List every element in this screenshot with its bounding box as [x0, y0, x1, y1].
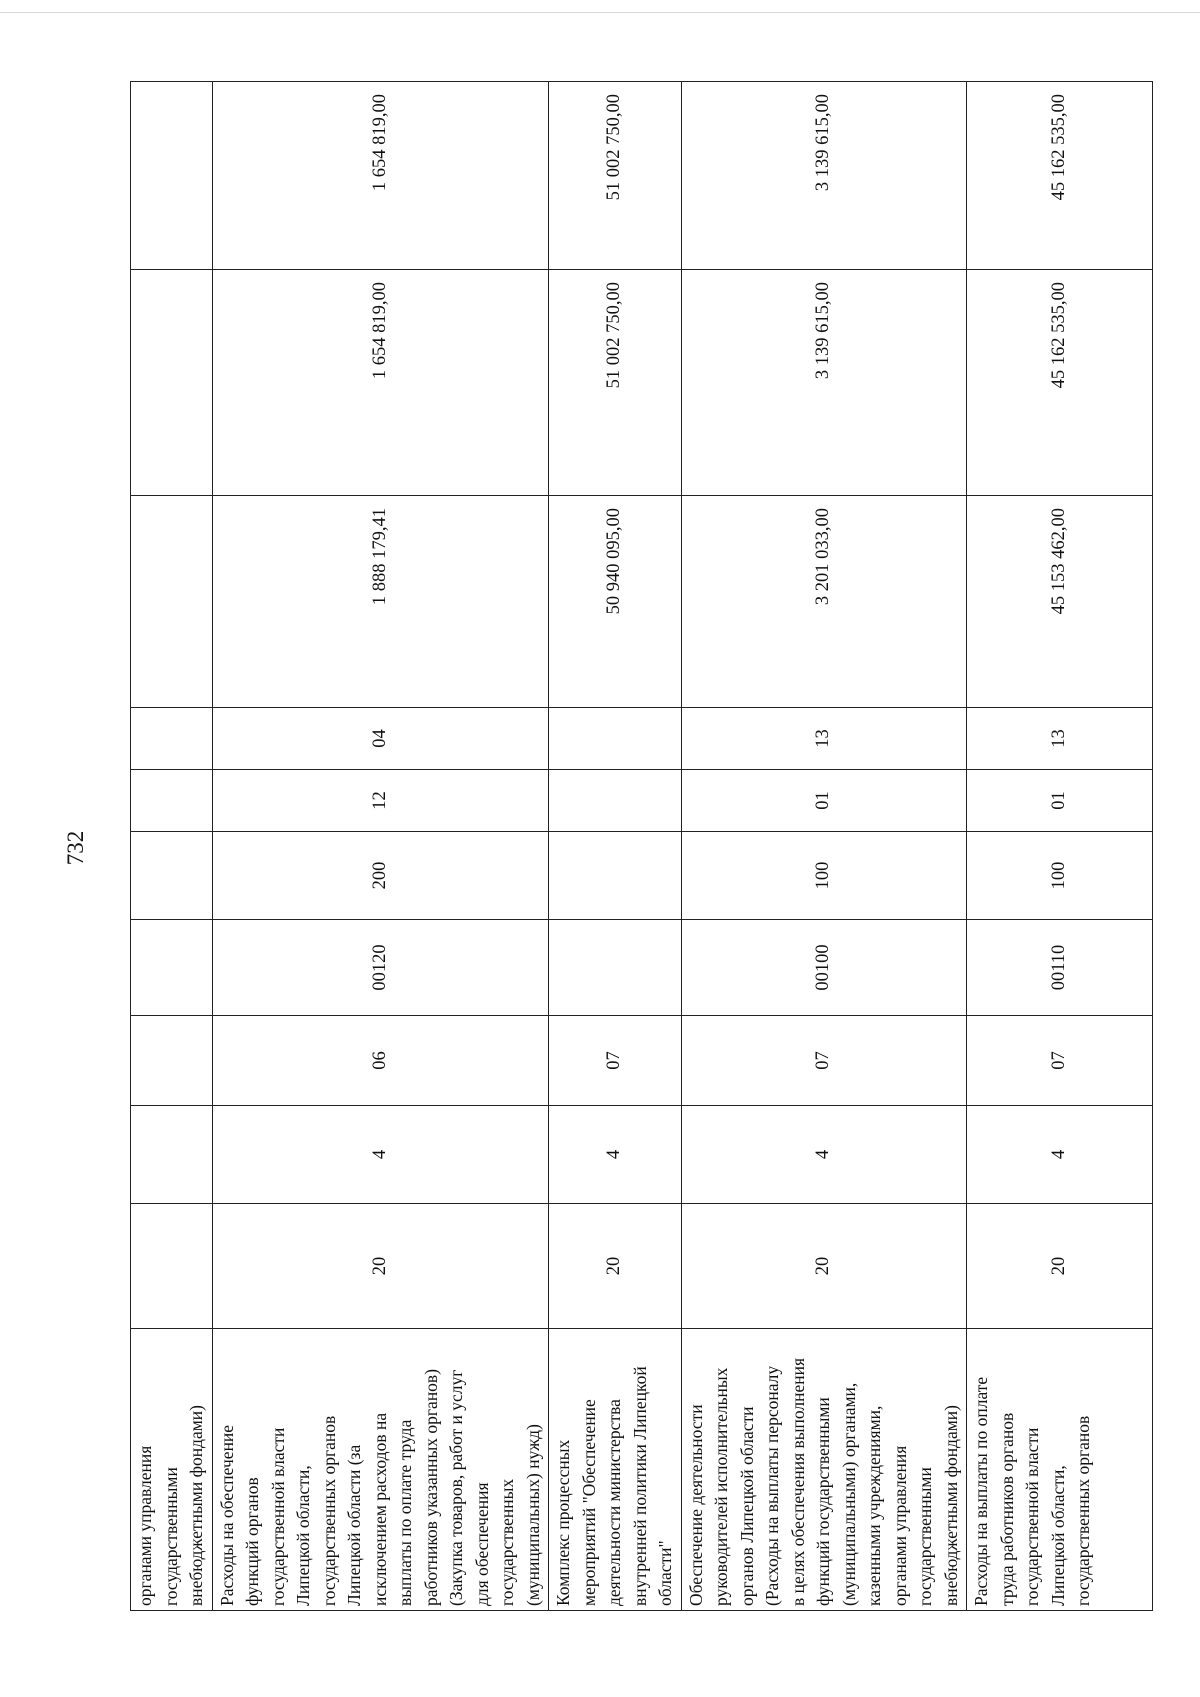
cell-amount-2: 51 002 750,00: [549, 270, 682, 496]
cell-amount-1: [131, 496, 213, 708]
cell-code-b: 4: [549, 1106, 682, 1204]
cell-code-d: 00120: [212, 920, 549, 1016]
cell-code-d: 00110: [967, 920, 1153, 1016]
description-line: органов Липецкой области: [736, 1406, 757, 1606]
cell-code-c: 06: [212, 1016, 549, 1106]
description-line: Расходы на выплаты по оплате: [971, 1376, 991, 1606]
cell-code-c: 07: [549, 1016, 682, 1106]
cell-code-f: [549, 770, 682, 832]
cell-code-a: 20: [681, 1204, 967, 1329]
description-line: государственных органов: [1073, 1415, 1093, 1606]
cell-code-g: 04: [212, 708, 549, 770]
description-line: выплаты по оплате труда: [395, 1419, 415, 1606]
cell-amount-3: [131, 82, 213, 270]
cell-amount-3: 1 654 819,00: [212, 82, 549, 270]
cell-amount-2: 3 139 615,00: [681, 270, 967, 496]
description-line: государственных: [497, 1478, 517, 1606]
cell-code-a: 20: [967, 1204, 1153, 1329]
cell-amount-1: 45 153 462,00: [967, 496, 1153, 708]
cell-code-d: 00100: [681, 920, 967, 1016]
description-line: для обеспечения: [471, 1482, 492, 1606]
description-line: внутренней политики Липецкой: [629, 1366, 650, 1606]
description-line: Липецкой области,: [293, 1465, 313, 1606]
cell-code-c: 07: [681, 1016, 967, 1106]
scan-edge-line: [0, 12, 1200, 13]
description-line: казенными учреждениями,: [864, 1405, 884, 1606]
cell-description: [549, 1329, 682, 1611]
budget-table: [130, 81, 1153, 1611]
description-line: внебюджетными фондами): [186, 1405, 206, 1606]
description-line: (Закупка товаров, работ и услуг: [446, 1369, 466, 1606]
cell-amount-1: 1 888 179,41: [212, 496, 549, 708]
cell-code-f: 12: [212, 770, 549, 832]
table-row: [549, 82, 682, 1611]
description-line: государственными: [915, 1467, 935, 1606]
cell-code-c: [131, 1016, 213, 1106]
cell-code-g: [549, 708, 682, 770]
description-line: органами управления: [889, 1445, 910, 1606]
cell-amount-3: 45 162 535,00: [967, 82, 1153, 270]
cell-code-e: 100: [681, 832, 967, 920]
description-line: функций органов: [242, 1477, 262, 1606]
cell-code-b: [131, 1106, 213, 1204]
description-line: работников указанных органов): [420, 1368, 441, 1606]
description-line: исключением расходов на: [369, 1412, 390, 1606]
cell-code-d: [131, 920, 213, 1016]
cell-amount-3: 51 002 750,00: [549, 82, 682, 270]
table-row: [967, 82, 1153, 1611]
cell-code-f: 01: [681, 770, 967, 832]
description-line: Расходы на обеспечение: [216, 1424, 237, 1606]
description-line: (муниципальных) нужд): [522, 1424, 543, 1606]
description-line: Липецкой области,: [1047, 1465, 1068, 1606]
description-line: (муниципальными) органами,: [838, 1382, 859, 1606]
cell-code-f: 01: [967, 770, 1153, 832]
cell-code-g: 13: [967, 708, 1153, 770]
rotated-table-container: [130, 82, 1093, 1611]
description-line: в целях обеспечения выполнения: [787, 1357, 808, 1606]
cell-code-a: [131, 1204, 213, 1329]
cell-amount-3: 3 139 615,00: [681, 82, 967, 270]
description-line: мероприятий "Обеспечение: [578, 1399, 599, 1606]
cell-code-a: 20: [212, 1204, 549, 1329]
cell-code-d: [549, 920, 682, 1016]
cell-description: [131, 1329, 213, 1611]
description-line: Комплекс процессных: [553, 1439, 573, 1606]
description-line: государственными: [160, 1467, 181, 1606]
page-number: 732: [63, 830, 88, 866]
cell-code-e: 200: [212, 832, 549, 920]
cell-amount-2: [131, 270, 213, 496]
cell-code-c: 07: [967, 1016, 1153, 1106]
description-line: органами управления: [135, 1445, 155, 1606]
description-line: Липецкой области (за: [344, 1444, 364, 1606]
cell-description: [967, 1329, 1153, 1611]
cell-amount-2: 45 162 535,00: [967, 270, 1153, 496]
cell-description: [681, 1329, 967, 1611]
description-line: области": [655, 1540, 675, 1606]
cell-code-b: 4: [681, 1106, 967, 1204]
description-line: деятельности министерства: [604, 1399, 624, 1606]
description-line: функций государственными: [813, 1397, 833, 1606]
description-line: руководителей исполнительных: [711, 1367, 731, 1606]
cell-code-b: 4: [967, 1106, 1153, 1204]
description-line: внебюджетными фондами): [940, 1405, 961, 1606]
description-line: Обеспечение деятельности: [685, 1404, 706, 1606]
cell-code-g: [131, 708, 213, 770]
cell-amount-2: 1 654 819,00: [212, 270, 549, 496]
description-line: труда работников органов: [996, 1412, 1017, 1606]
description-line: государственной власти: [1022, 1427, 1042, 1606]
table-row: [212, 82, 549, 1611]
cell-code-f: [131, 770, 213, 832]
cell-code-b: 4: [212, 1106, 549, 1204]
cell-amount-1: 3 201 033,00: [681, 496, 967, 708]
cell-code-e: 100: [967, 832, 1153, 920]
cell-code-e: [549, 832, 682, 920]
cell-description: [212, 1329, 549, 1611]
table-row: [131, 82, 213, 1611]
cell-code-a: 20: [549, 1204, 682, 1329]
table-row: [681, 82, 967, 1611]
cell-amount-1: 50 940 095,00: [549, 496, 682, 708]
description-line: государственных органов: [318, 1415, 339, 1606]
cell-code-g: 13: [681, 708, 967, 770]
description-line: государственной власти: [267, 1427, 288, 1606]
description-line: (Расходы на выплаты персоналу: [762, 1365, 782, 1606]
cell-code-e: [131, 832, 213, 920]
